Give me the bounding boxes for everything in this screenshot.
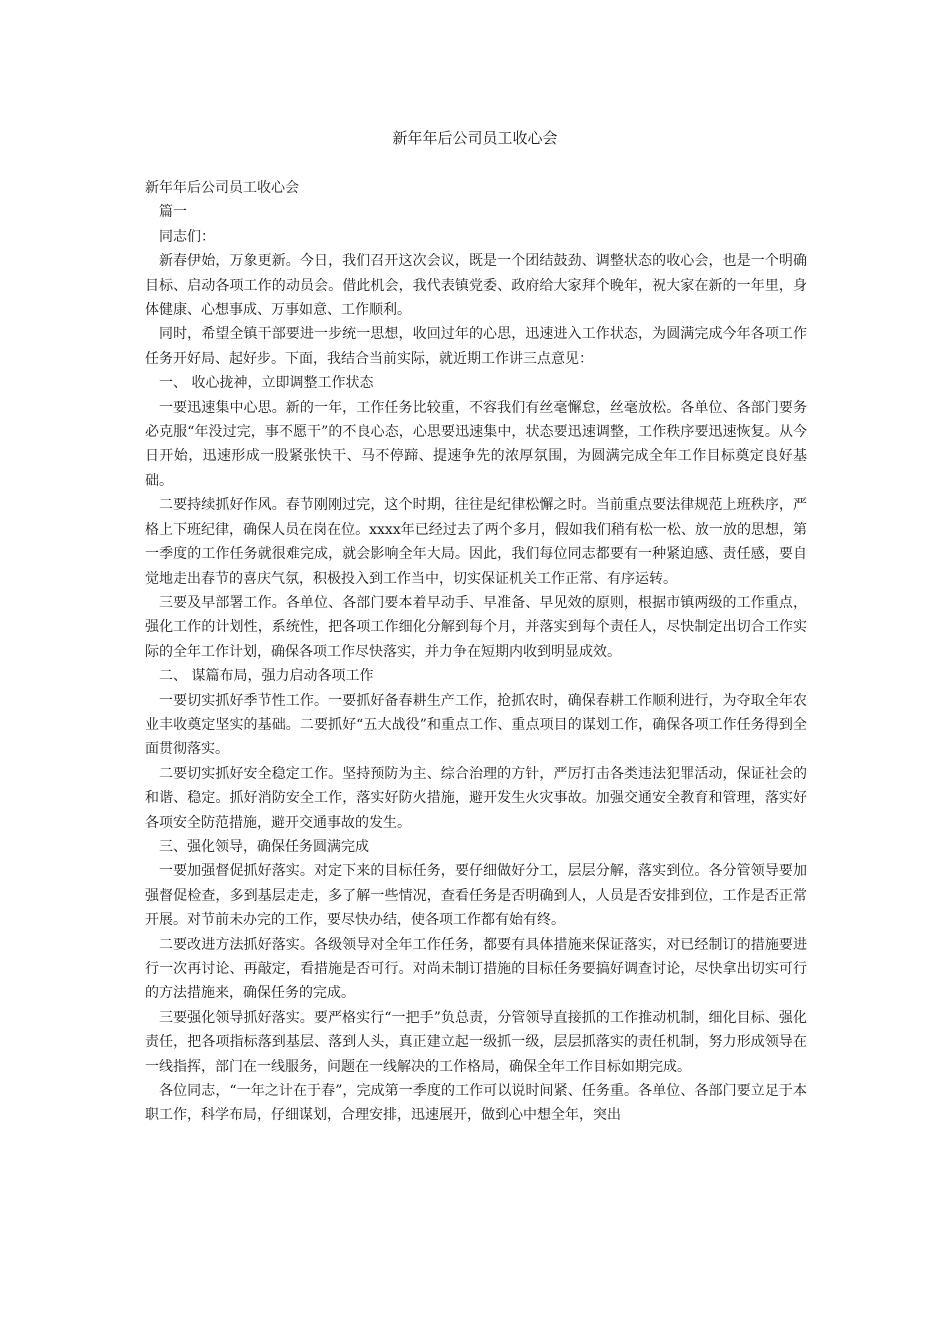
paragraph: 二要改进方法抓好落实。各级领导对全年工作任务，都要有具体措施来保证落实，对已经制订的措施要进行一次再讨论、再敲定，看措施是否可行。对尚未制订措施的目标任务要搞好调查讨论，尽快拿出切实可行的方法措施来，确保任务的完成。 — [145, 936, 807, 1002]
paragraph: 一要切实抓好季节性工作。一要抓好备春耕生产工作，抢抓农时，确保春耕工作顺利进行，为夺取全年农业丰收奠定坚实的基础。二要抓好“五大战役”和重点工作、重点项目的谋划工作，确保各项工作任务得到全面贯彻落实。 — [145, 692, 807, 758]
paragraph: 一要加强督促抓好落实。对定下来的目标任务，要仔细做好分工，层层分解，落实到位。各分管领导要加强督促检查，多到基层走走，多了解一些情况，查看任务是否明确到人，人员是否安排到位，工作是否正常开展。对节前未办完的工作，要尽快办结，使各项工作都有始有终。 — [145, 863, 807, 929]
paragraph: 同时，希望全镇干部要进一步统一思想，收回过年的心思，迅速进入工作状态，为圆满完成今年各项工作任务开好局、起好步。下面，我结合当前实际，就近期工作讲三点意见： — [145, 326, 807, 367]
paragraph: 二要切实抓好安全稳定工作。坚持预防为主、综合治理的方针，严厉打击各类违法犯罪活动，保证社会的和谐、稳定。抓好消防安全工作，落实好防火措施，避开发生火灾事故。加强交通安全教育和管理，落实好各项安全防范措施，避开交通事故的发生。 — [145, 765, 807, 831]
paragraph: 新春伊始，万象更新。今日，我们召开这次会议，既是一个团结鼓劲、调整状态的收心会，也是一个明确目标、启动各项工作的动员会。借此机会，我代表镇党委、政府给大家拜个晚年，祝大家在新的一年里，身体健康、心想事成、万事如意、工作顺利。 — [145, 253, 807, 319]
document-subtitle: 新年年后公司员工收心会 — [145, 180, 299, 196]
paragraph: 二要持续抓好作风。春节刚刚过完，这个时期，往往是纪律松懈之时。当前重点要法律规范上班秩序，严格上下班纪律，确保人员在岗在位。xxxx年已经过去了两个多月，假如我们稍有松一松、放一放的思想，第一季度的工作任务就很难完成，就会影响全年大局。因此，我们每位同志都要有一种紧迫感、责任感，要自觉地走出春节的喜庆气氛，积极投入到工作当中，切实保证机关工作正常、有序运转。 — [145, 497, 807, 587]
paragraph: 一要迅速集中心思。新的一年，工作任务比较重，不容我们有丝毫懈怠，丝毫放松。各单位、各部门要务必克服“年没过完，事不愿干”的不良心态，心思要迅速集中，状态要迅速调整，工作秩序要迅速恢复。从今日开始，迅速形成一股紧张快干、马不停蹄、提速争先的浓厚氛围，为圆满完成全年工作目标奠定良好基础。 — [145, 399, 807, 489]
document-title: 新年年后公司员工收心会 — [392, 129, 558, 147]
document-body — [145, 176, 807, 1128]
part-label: 篇一 — [159, 204, 187, 221]
paragraph: 三要强化领导抓好落实。要严格实行“一把手”负总责，分管领导直接抓的工作推动机制，细化目标、强化责任，把各项指标落到基层、落到人头，真正建立起一级抓一级，层层抓落实的责任机制，努力形成领导在一线指挥，部门在一线服务，问题在一线解决的工作格局，确保全年工作目标如期完成。 — [145, 1009, 807, 1075]
greeting: 同志们： — [159, 228, 215, 245]
section-heading: 一、 收心拢神，立即调整工作状态 — [159, 375, 374, 392]
section-heading: 二、 谋篇布局，强力启动各项工作 — [159, 668, 374, 685]
section-heading: 三、强化领导，确保任务圆满完成 — [159, 838, 369, 855]
paragraph: 各位同志，“一年之计在于春”，完成第一季度的工作可以说时间紧、任务重。各单位、各部门要立足于本职工作，科学布局，仔细谋划，合理安排，迅速展开，做到心中想全年，突出 — [145, 1083, 807, 1124]
paragraph: 三要及早部署工作。各单位、各部门要本着早动手、早准备、早见效的原则，根据市镇两级的工作重点，强化工作的计划性，系统性，把各项工作细化分解到每个月，并落实到每个责任人，尽快制定出切合工作实际的全年工作计划，确保各项工作尽快落实，并力争在短期内收到明显成效。 — [145, 594, 807, 660]
